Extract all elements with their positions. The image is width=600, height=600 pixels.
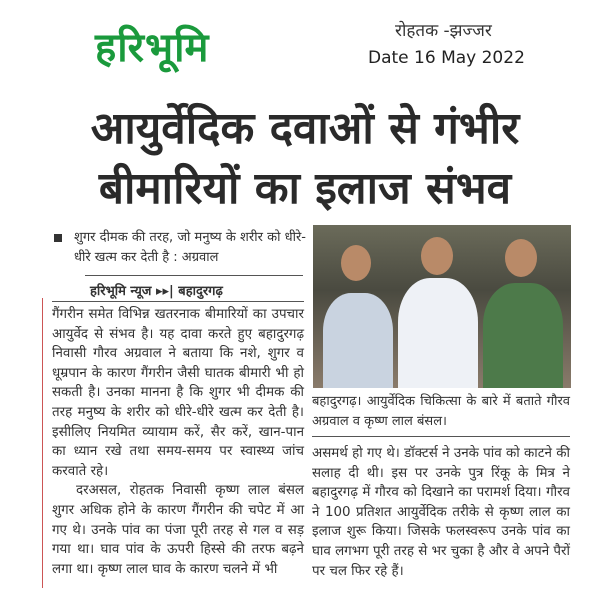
article-photo	[313, 225, 571, 388]
bullet-icon	[54, 234, 62, 242]
body-right-column: असमर्थ हो गए थे। डॉक्टर्स ने उनके पांव को काटने की सलाह दी थी। इस पर उनके पुत्र रिंकू के मित्र ने बहादुरगढ़ में गौरव को दिखाने का परामर्श दिया। गौरव ने 100 प्रतिशत आयुर्वेदिक तरीके से कृष्ण लाल का इलाज शुरू किया। जिसके फलस्वरूप उनके पांव का घाव लगभग पूरी तरह से भर चुका है और वे अपने पैरों पर चल फिर रहे हैं।	[312, 446, 570, 579]
photo-caption: बहादुरगढ़। आयुर्वेदिक चिकित्सा के बारे में बताते गौरव अग्रवाल व कृष्ण लाल बंसल।	[312, 394, 570, 429]
headline-line-2: बीमारियों का इलाज संभव	[98, 163, 512, 214]
paragraph: गैंगरीन समेत विभिन्न खतरनाक बीमारियों का उपचार आयुर्वेद से संभव है। यह दावा करते हुए बहादुरगढ़ निवासी गौरव अग्रवाल ने बताया कि नशे, शुगर व धूम्रपान के कारण गैंगरीन जैसी घातक बीमारी भी हो सकती है। उनका मानना है कि शुगर भी दीमक की तरह मनुष्य के शरीर को धीरे-धीरे खत्म कर देती है। इसीलिए नियमित व्यायाम करें, सैर करें, खान-पान का ध्यान रखे तथा समय-समय पर स्वास्थ्य जांच करवाते रहे।	[52, 307, 304, 479]
paragraph: दरअसल, रोहतक निवासी कृष्ण लाल बंसल शुगर अधिक होने के कारण गैंगरीन की चपेट में आ गए थे। उनके पांव का पंजा पूरी तरह से गल व सड़ गया था। घाव पांव के ऊपरी हिस्से की तरफ बढ़ने लगा था। कृष्ण लाल घाव के कारण चलने में भी	[52, 483, 304, 577]
divider	[85, 275, 303, 276]
body-left-column	[52, 305, 304, 579]
edition-label: रोहतक -झज्जर	[395, 21, 492, 41]
divider	[312, 436, 570, 437]
newspaper-logo: हरिभूमि	[95, 25, 210, 71]
divider	[52, 301, 304, 302]
dateline: हरिभूमि न्यूज ▸▸| बहादुरगढ़	[90, 284, 223, 299]
column-margin-line	[42, 298, 46, 588]
highlight-text	[52, 228, 306, 268]
headline-line-1: आयुर्वेदिक दवाओं से गंभीर	[90, 103, 520, 154]
date-label: Date 16 May 2022	[368, 48, 525, 68]
highlight-quote: शुगर दीमक की तरह, जो मनुष्य के शरीर को धीरे-धीरे खत्म कर देती है : अग्रवाल	[74, 230, 306, 265]
